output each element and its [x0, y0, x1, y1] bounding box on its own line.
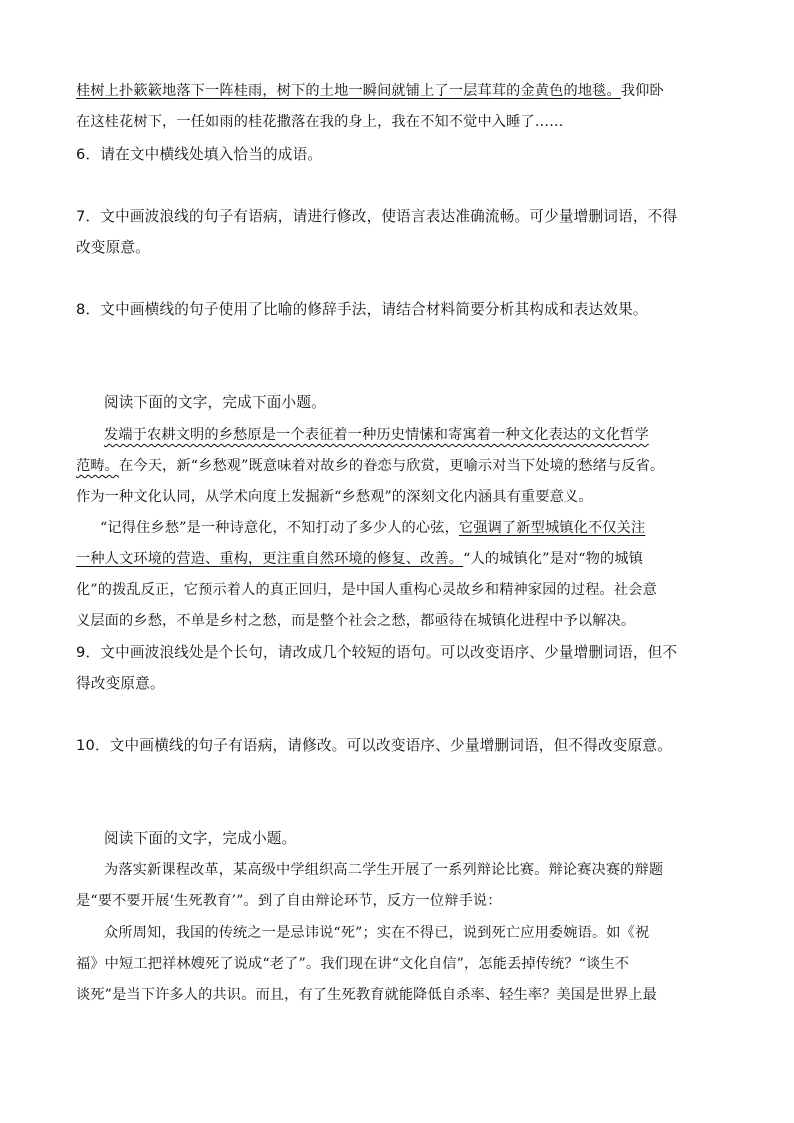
question-7-line2: 改变原意。: [76, 239, 150, 256]
section2-p1-line2: [76, 455, 664, 475]
question-9-line1: 9．文中画波浪线处是个长句，请改成几个较短的语句。可以改变语序、少量增删词语，但不: [76, 644, 678, 661]
passage-text: “记得住乡愁”是一种诗意化，不知打动了多少人的心弦，: [100, 520, 459, 536]
passage-text: 在今天，新“乡愁观”既意味着对故乡的眷恋与欣赏，更喻示对当下处境的愁绪与反省。: [119, 458, 665, 474]
underlined-sentence: 桂树上扑簌簌地落下一阵桂雨，树下的土地一瞬间就铺上了一层茸茸的金黄色的地毯。: [76, 83, 621, 99]
section3-p1-line1: 为落实新课程改革，某高级中学组织高二学生开展了一系列辩论比赛。辩论赛决赛的辩题: [104, 862, 664, 878]
passage-text: 我仰卧: [620, 83, 664, 99]
passage-text: “人的城镇化”是对“物的城镇: [463, 551, 644, 567]
section2-p2-line3: 化”的拨乱反正，它预示着人的真正回归，是中国人重构心灵故乡和精神家园的过程。社会意: [76, 582, 657, 598]
question-6: 6．请在文中横线处填入恰当的成语。: [76, 146, 323, 163]
section3-p2-line2: 福》中短工把祥林嫂死了说成“老了”。我们现在讲“文化自信”，怎能丢掉传统？“谈生不: [76, 956, 630, 972]
section3-p2-line1: 众所周知，我国的传统之一是忌讳说“死”；实在不得已，说到死亡应用委婉语。如《祝: [104, 925, 650, 941]
wavy-underlined-sentence-end: 范畴。: [76, 458, 120, 474]
underlined-sentence: 它强调了新型城镇化不仅关注: [458, 520, 646, 536]
question-9-line2: 得改变原意。: [76, 675, 165, 692]
section3-instruction: 阅读下面的文字，完成小题。: [104, 830, 297, 847]
question-8: 8．文中画横线的句子使用了比喻的修辞手法，请结合材料简要分析其构成和表达效果。: [76, 301, 648, 318]
section2-p1-line3: 作为一种文化认同，从学术向度上发掘新“乡愁观”的深刻文化内涵具有重要意义。: [76, 489, 593, 505]
section2-p2-line4: 义层面的乡愁，不单是乡村之愁，而是整个社会之愁，都亟待在城镇化进程中予以解决。: [76, 613, 636, 629]
wavy-underlined-sentence: 发端于农耕文明的乡愁原是一个表征着一种历史情愫和寄寓着一种文化表达的文化哲学: [104, 427, 649, 443]
underlined-sentence-end: 一种人文环境的营造、重构，更注重自然环境的修复、改善。: [76, 551, 464, 567]
section2-p1-line1: [104, 424, 649, 444]
section2-instruction: 阅读下面的文字，完成下面小题。: [104, 394, 326, 411]
section2-p2-line1: [100, 517, 645, 537]
passage1-line2: 在这桂花树下，一任如雨的桂花撒落在我的身上，我在不知不觉中入睡了……: [76, 114, 564, 130]
question-7-line1: 7．文中画波浪线的句子有语病，请进行修改，使语言表达准确流畅。可少量增删词语，不得: [76, 208, 678, 225]
section3-p2-line3: 谈死”是当下许多人的共识。而且，有了生死教育就能降低自杀率、轻生率？美国是世界上最: [76, 987, 657, 1003]
section3-p1-line2: 是“要不要开展‘生死教育’”。到了自由辩论环节，反方一位辩手说：: [76, 893, 502, 909]
section2-p2-line2: [76, 548, 643, 568]
passage1-line1: [76, 80, 664, 100]
question-10: 10．文中画横线的句子有语病，请修改。可以改变语序、少量增删词语，但不得改变原意。: [76, 737, 672, 754]
